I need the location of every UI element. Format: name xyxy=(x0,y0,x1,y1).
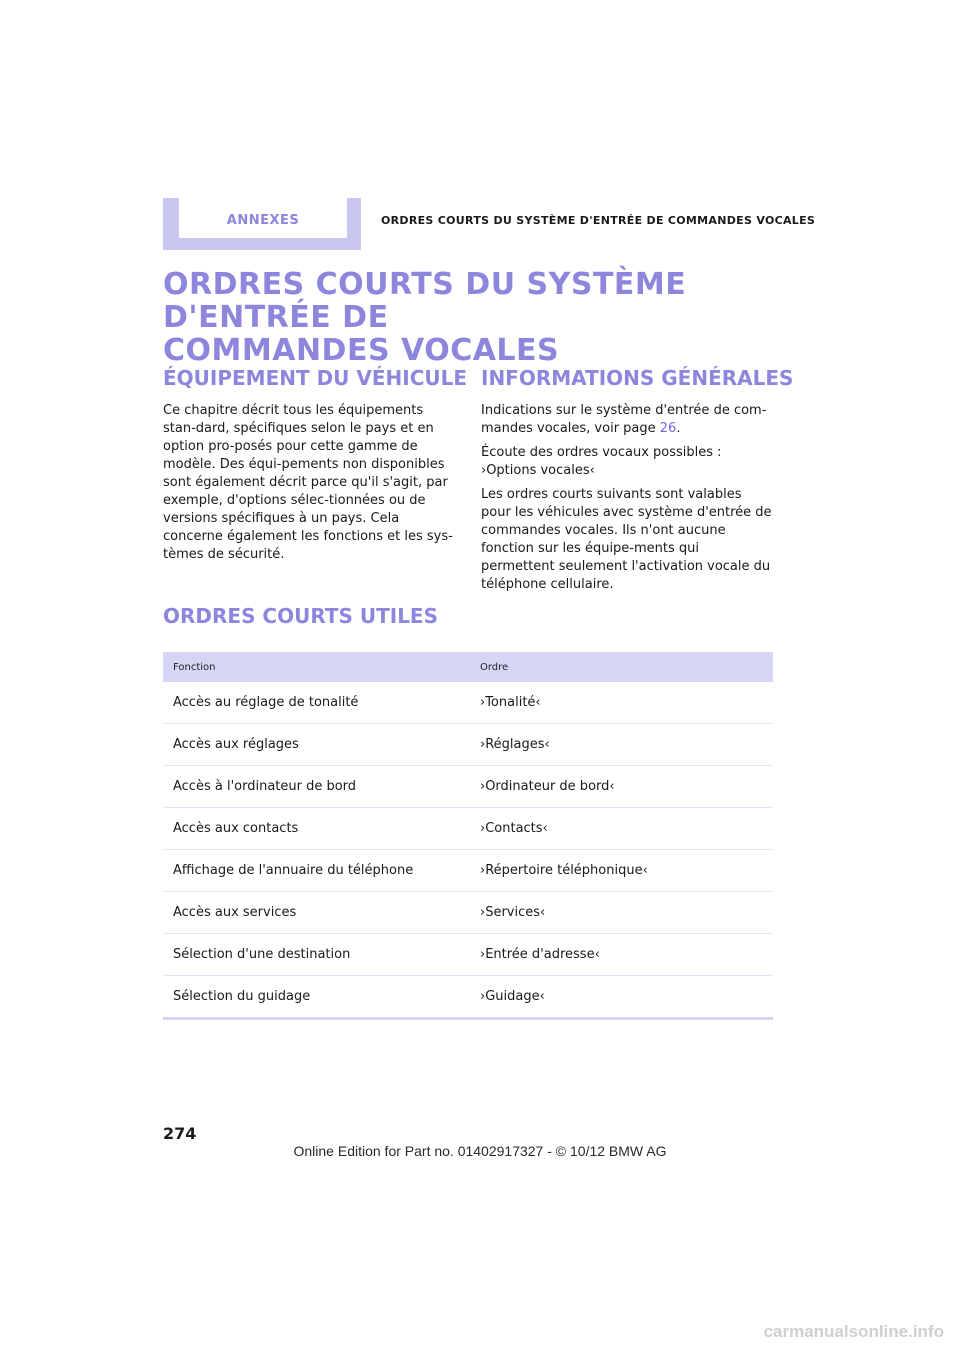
cell-ordre: ›Répertoire téléphonique‹ xyxy=(480,863,648,878)
cell-ordre: ›Contacts‹ xyxy=(480,821,548,836)
column-right xyxy=(481,402,775,600)
cell-fonction: Accès aux contacts xyxy=(173,821,299,836)
table-row xyxy=(163,766,773,808)
table-row xyxy=(163,850,773,892)
cell-ordre: ›Guidage‹ xyxy=(480,989,545,1004)
table-row xyxy=(163,724,773,766)
cell-fonction: Sélection d'une destination xyxy=(173,947,351,962)
cell-fonction: Sélection du guidage xyxy=(173,989,311,1004)
paragraph-equipement: Ce chapitre décrit tous les équipements stan-dard, spécifiques selon le pays et en option pro-posés pour cette gamme de modèle. Des équi-pements non disponibles sont également décrit parce qu'il s'agit, par exemple, d'options sélec-tionnées ou de versions spécifiques à un pays. Cela concerne également les fonctions et les sys-tèmes de sécurité. xyxy=(163,403,453,562)
table-row xyxy=(163,808,773,850)
heading-ordres-courts: ORDRES COURTS UTILES xyxy=(163,604,438,628)
paragraph-ecoute: Écoute des ordres vocaux possibles : ›Options vocales‹ xyxy=(481,445,722,478)
column-header-ordre: Ordre xyxy=(480,661,509,673)
table-header xyxy=(163,652,773,682)
commands-table xyxy=(163,652,773,1020)
cell-ordre: ›Tonalité‹ xyxy=(480,695,541,710)
cell-fonction: Accès au réglage de tonalité xyxy=(173,695,359,710)
table-row xyxy=(163,682,773,724)
section-tab-label: ANNEXES xyxy=(226,213,300,228)
cell-ordre: ›Services‹ xyxy=(480,905,546,920)
cell-ordre: ›Entrée d'adresse‹ xyxy=(480,947,600,962)
cell-ordre: ›Ordinateur de bord‹ xyxy=(480,779,615,794)
paragraph-ordres: Les ordres courts suivants sont valables pour les véhicules avec système d'entrée de commandes vocales. Ils n'ont aucune fonction sur les équipe-ments qui permettent seulement l'activation vocale du téléphone cellulaire. xyxy=(481,487,772,592)
page-link[interactable]: 26 xyxy=(659,421,677,436)
page-title-line2: COMMANDES VOCALES xyxy=(163,333,560,368)
cell-fonction: Affichage de l'annuaire du téléphone xyxy=(173,863,414,878)
cell-fonction: Accès aux services xyxy=(173,905,297,920)
table-row xyxy=(163,976,773,1020)
running-head: ORDRES COURTS DU SYSTÈME D'ENTRÉE DE COMMANDES VOCALES xyxy=(381,214,816,227)
table-row xyxy=(163,934,773,976)
page-title xyxy=(163,268,803,367)
page-title-line1: ORDRES COURTS DU SYSTÈME D'ENTRÉE DE xyxy=(163,267,687,335)
paragraph-indications xyxy=(481,402,775,438)
column-header-fonction: Fonction xyxy=(173,661,216,673)
heading-equipement: ÉQUIPEMENT DU VÉHICULE xyxy=(163,366,468,390)
watermark: carmanualsonline.info xyxy=(763,1322,944,1341)
cell-ordre: ›Réglages‹ xyxy=(480,737,550,752)
paragraph-indications-text: Indications sur le système d'entrée de com-mandes vocales, voir page xyxy=(481,403,767,436)
column-left xyxy=(163,402,459,570)
footer-edition: Online Edition for Part no. 01402917327 - © 10/12 BMW AG xyxy=(293,1143,667,1159)
cell-fonction: Accès à l'ordinateur de bord xyxy=(173,779,357,794)
table-row xyxy=(163,892,773,934)
paragraph-indications-end: . xyxy=(676,421,681,436)
heading-informations: INFORMATIONS GÉNÉRALES xyxy=(481,366,794,390)
cell-fonction: Accès aux réglages xyxy=(173,737,299,752)
page-number: 274 xyxy=(163,1124,197,1143)
